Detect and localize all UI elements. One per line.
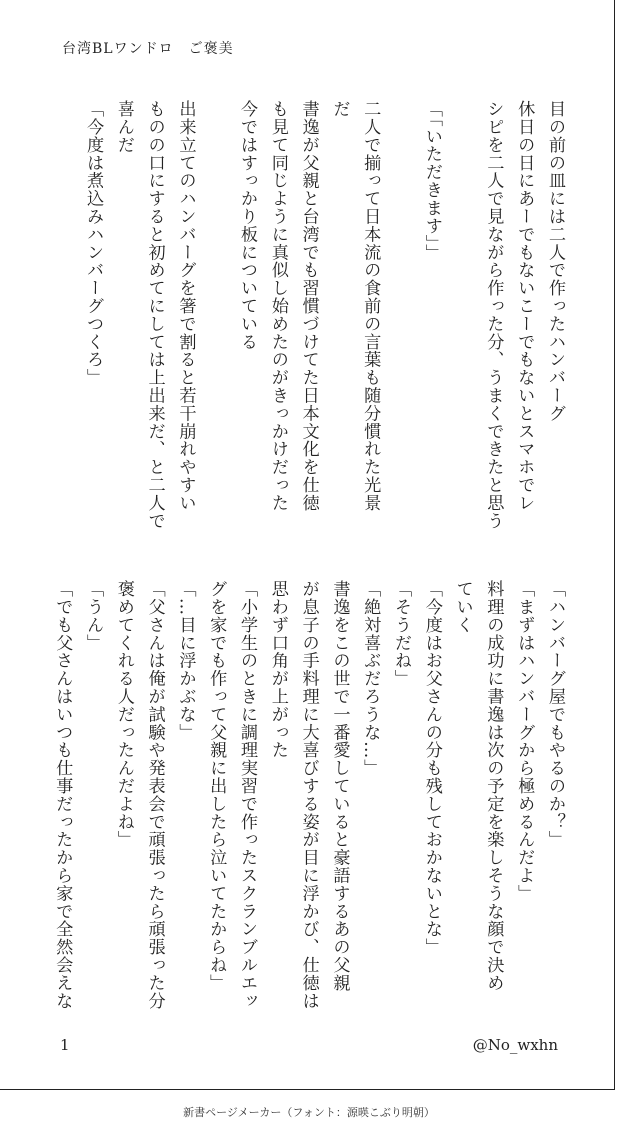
text-line: が息子の手料理に大喜びする姿が目に浮かび、仕徳は xyxy=(298,580,319,1010)
text-line xyxy=(385,100,416,520)
text-line xyxy=(200,100,231,520)
text-line: 休日の日にあーでもないこーでもないとスマホでレ xyxy=(514,100,535,512)
text-line: 「そうだね」 xyxy=(391,580,412,688)
text-line: 「小学生のときに調理実習で作ったスクランブルエッ xyxy=(237,580,258,1010)
text-line: グを家でも作って父親に出したら泣いてたからね」 xyxy=(206,580,227,992)
text-line: 今ではすっかり板についている xyxy=(237,100,258,351)
text-line: 「…目に浮かぶな」 xyxy=(175,580,196,742)
text-line: 「絶対喜ぶだろうな…」 xyxy=(360,580,381,777)
text-line xyxy=(447,100,478,520)
text-line: 書逸をこの世で一番愛していると豪語するあの父親 xyxy=(329,580,350,992)
body-text-upper xyxy=(77,100,570,530)
text-line: 喜んだ xyxy=(113,100,134,154)
page-number: 1 xyxy=(60,1036,70,1054)
footer-credit: 新書ページメーカー（フォント：源暎こぶり明朝） xyxy=(183,1106,435,1119)
text-line: シピを二人で見ながら作った分、うまくできたと思う xyxy=(483,100,504,530)
text-line: 褒めてくれる人だったんだよね」 xyxy=(113,580,134,849)
body-text-lower xyxy=(46,580,570,1010)
text-line: 「父さんは俺が試験や発表会で頑張ったら頑張った分 xyxy=(144,580,165,1010)
text-line: 「でも父さんはいつも仕事だったから家で全然会えな xyxy=(52,580,73,1010)
text-line: 「まずはハンバーグから極めるんだよ」 xyxy=(514,580,535,903)
text-line: 出来立てのハンバーグを箸で割ると若干崩れやすい xyxy=(175,100,196,512)
text-line: ものの口にすると初めてにしては上出来だ、と二人で xyxy=(144,100,165,530)
page-title: 台湾BLワンドロ ご褒美 xyxy=(62,41,234,57)
text-line: 「ハンバーグ屋でもやるのか？」 xyxy=(545,580,565,849)
text-line: 「今度はお父さんの分も残しておかないとな」 xyxy=(421,580,442,956)
text-line: 思わず口角が上がった xyxy=(267,580,288,759)
text-line: 料理の成功に書逸は次の予定を楽しそうな顔で決め xyxy=(483,580,504,992)
text-line: 目の前の皿には二人で作ったハンバーグ xyxy=(545,100,565,423)
text-line: 二人で揃って日本流の食前の言葉も随分慣れた光景 xyxy=(360,100,381,512)
text-line: 書逸が父親と台湾でも習慣づけてた日本文化を仕徳 xyxy=(298,100,319,512)
text-line: 「今度は煮込みハンバーグつくろ」 xyxy=(83,100,104,387)
text-line: ていく xyxy=(452,580,473,634)
text-line: 「うん」 xyxy=(83,580,104,652)
text-line: も見て同じように真似し始めたのがきっかけだった xyxy=(267,100,288,512)
author-handle: @No_wxhn xyxy=(472,1036,558,1054)
text-line: 「「いただきます」」 xyxy=(421,100,442,262)
text-line: だ xyxy=(329,100,350,118)
